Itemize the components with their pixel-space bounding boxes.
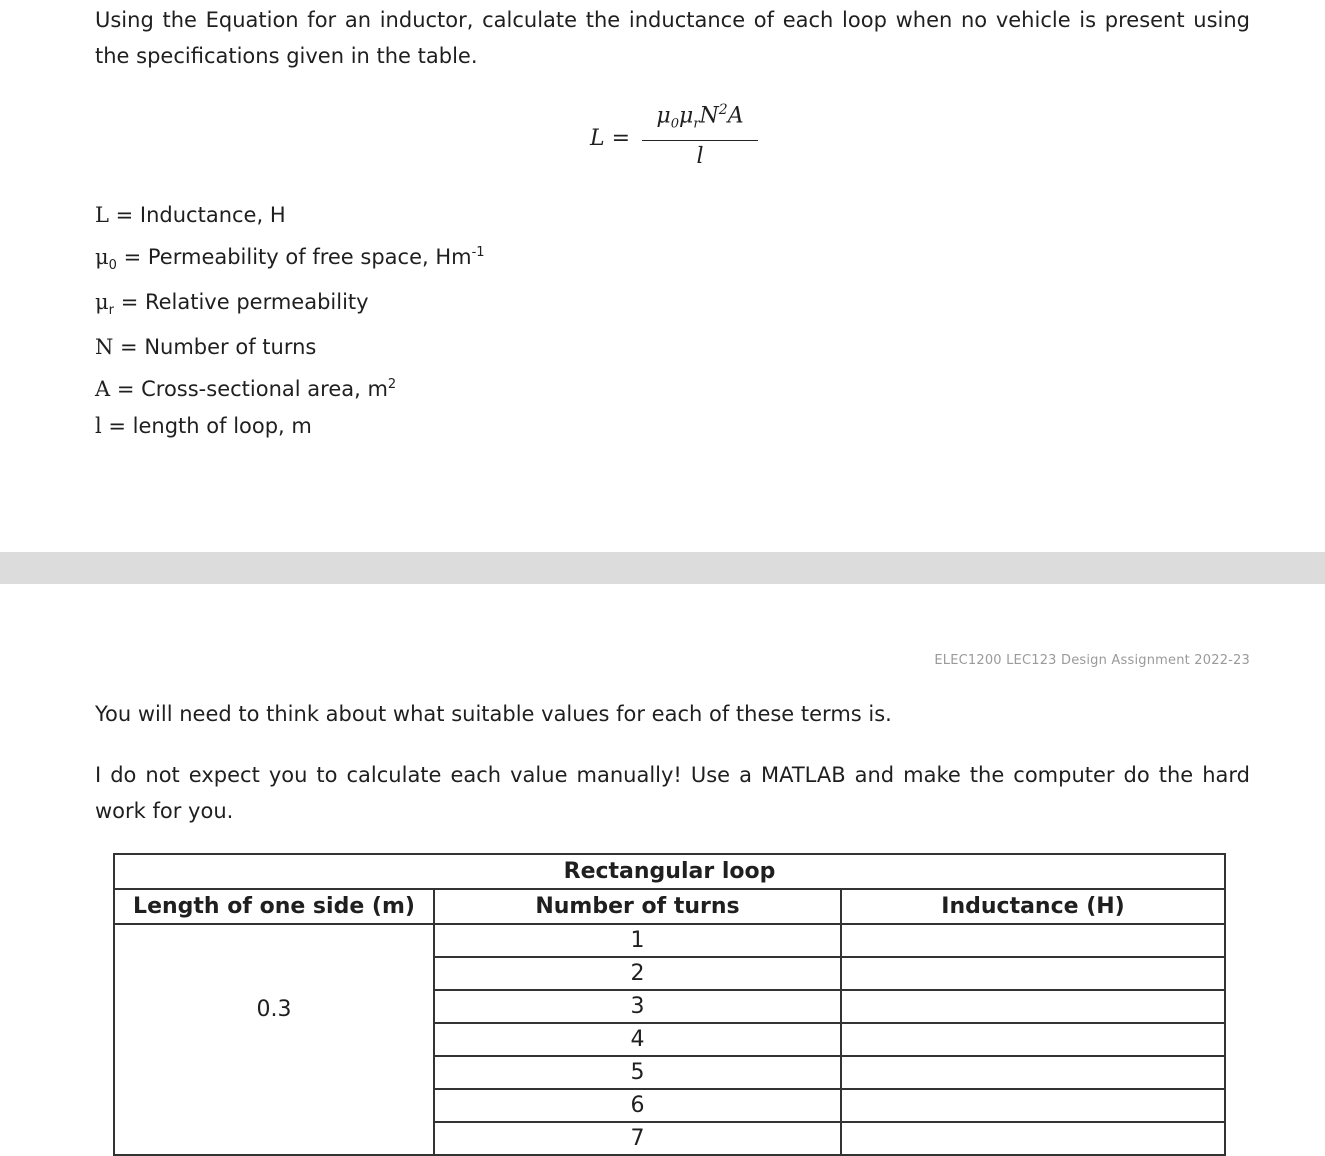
fraction-bar [642,140,758,141]
turns-cell: 3 [434,990,841,1023]
rectangular-loop-table [113,853,1226,1156]
inductance-cell[interactable] [841,1122,1225,1155]
turns-cell: 5 [434,1056,841,1089]
definition-mur: $\mu_r$ = Relative permeability [95,290,369,319]
turns-cell: 1 [434,924,841,957]
header-turns: Number of turns [434,889,841,924]
definition-L: L = Inductance, H [95,203,286,227]
definition-N: N = Number of turns [95,335,317,360]
inductance-cell[interactable] [841,924,1225,957]
equation-lhs: L = [590,126,631,151]
header-length: Length of one side (m) [114,889,434,924]
inductance-cell[interactable] [841,1023,1225,1056]
inductance-cell[interactable] [841,990,1225,1023]
turns-cell: 7 [434,1122,841,1155]
document-page-1 [0,0,1325,552]
side-length-cell: 0.3 [114,924,434,1155]
turns-cell: 2 [434,957,841,990]
symbol-definitions [95,197,485,445]
turns-cell: 4 [434,1023,841,1056]
equation-denominator: l [696,144,704,169]
inductance-cell[interactable] [841,957,1225,990]
header-inductance: Inductance (H) [841,889,1225,924]
definition-l: l = length of loop, m [95,414,312,439]
intro-paragraph: Using the Equation for an inductor, calculate the inductance of each loop when no vehicle is present using the specifications given in the table. [95,8,1250,68]
turns-cell: 6 [434,1089,841,1122]
table-row [114,924,1225,957]
note-matlab: I do not expect you to calculate each value manually! Use a MATLAB and make the computer do the hard work for you. [95,763,1250,823]
page-separator [0,552,1325,584]
table-title: Rectangular loop [114,854,1225,889]
inductance-equation [590,100,770,180]
note-suitable-values: You will need to think about what suitable values for each of these terms is. [95,702,892,726]
definition-A: A = Cross-sectional area, $m^2$ [95,377,397,402]
document-page-2 [0,584,1325,1155]
inductance-cell[interactable] [841,1056,1225,1089]
equation-numerator: $\mu_0\mu_rN^2A$ [656,102,744,132]
page-header-label: ELEC1200 LEC123 Design Assignment 2022-23 [934,653,1250,668]
definition-mu0: $\mu_0$ = Permeability of free space, $Hm^{-1}$ [95,245,485,274]
inductance-cell[interactable] [841,1089,1225,1122]
